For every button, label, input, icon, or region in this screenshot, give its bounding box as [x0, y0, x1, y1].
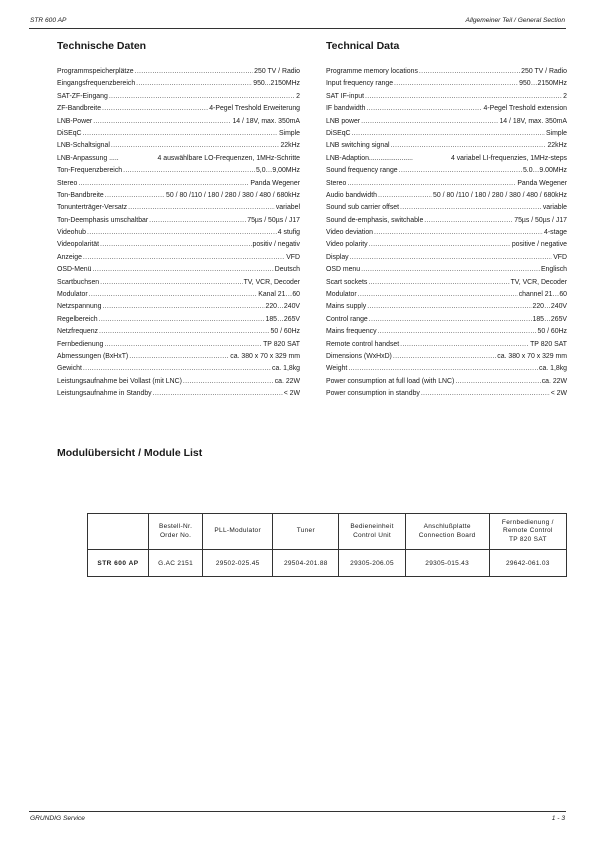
spec-row — [326, 376, 567, 388]
spec-label: Power consumption at full load (with LNC) — [326, 377, 455, 385]
spec-value: TV, VCR, Decoder — [243, 278, 300, 286]
spec-row — [57, 351, 300, 363]
spec-label: Stereo — [326, 179, 347, 187]
spec-label: Video deviation — [326, 229, 373, 237]
spec-row — [326, 264, 567, 276]
page-footer — [29, 811, 566, 824]
dot-leader — [374, 227, 543, 239]
module-column-header — [203, 514, 273, 550]
dot-leader — [78, 178, 249, 190]
spec-label: ZF-Bandbreite — [57, 105, 102, 113]
spec-value: 4-Pegel Treshold extension — [483, 105, 567, 113]
spec-label: Gewicht — [57, 365, 82, 373]
spec-row — [57, 239, 300, 251]
spec-label: OSD menu — [326, 266, 361, 274]
spec-row — [326, 363, 567, 375]
spec-label: LNB-Schaltsignal — [57, 142, 110, 150]
spec-label: Videohub — [57, 229, 86, 237]
spec-row — [326, 66, 567, 78]
module-table-corner-cell — [88, 514, 149, 550]
spec-row — [57, 78, 300, 90]
spec-label: Leistungsaufnahme in Standby — [57, 390, 152, 398]
spec-row — [326, 301, 567, 313]
dot-leader — [369, 314, 532, 326]
spec-row — [57, 326, 300, 338]
spec-value: TV, VCR, Decoder — [510, 278, 567, 286]
dot-leader — [83, 363, 271, 375]
spec-row — [57, 227, 300, 239]
module-column-header — [489, 514, 566, 550]
spec-label: Ton-Frequenzbereich — [57, 167, 123, 175]
spec-value: VFD — [286, 253, 300, 261]
spec-row — [326, 339, 567, 351]
spec-label: Power consumption in standby — [326, 390, 420, 398]
spec-label: Eingangsfrequenzbereich — [57, 80, 136, 88]
dot-leader — [102, 103, 208, 115]
spec-row — [57, 153, 300, 165]
spec-label: Regelbereich — [57, 315, 98, 323]
spec-row — [326, 190, 567, 202]
dot-leader — [99, 326, 270, 338]
spec-value: 14 / 18V, max. 350mA — [232, 117, 300, 125]
german-spec-list — [57, 66, 300, 401]
dot-leader — [394, 78, 518, 90]
spec-row — [57, 66, 300, 78]
spec-value: ca. 22W — [541, 377, 567, 385]
spec-label: LNB-Adaption....................... — [326, 154, 413, 162]
dot-leader — [183, 376, 274, 388]
spec-row — [57, 178, 300, 190]
dot-leader — [136, 78, 252, 90]
dot-leader — [399, 165, 522, 177]
spec-value: TP 820 SAT — [263, 340, 300, 348]
spec-row — [326, 91, 567, 103]
spec-label: Anzeige — [57, 253, 82, 261]
module-part-number-cell: 29502-025.45 — [203, 550, 273, 577]
spec-label: Stereo — [57, 179, 78, 187]
dot-leader — [378, 326, 537, 338]
module-column-header — [405, 514, 489, 550]
spec-row — [326, 351, 567, 363]
spec-value: Deutsch — [274, 266, 300, 274]
spec-value: 75µs / 50µs / J17 — [514, 216, 567, 224]
spec-row — [326, 140, 567, 152]
spec-row — [57, 388, 300, 400]
spec-value: 2 — [563, 92, 567, 100]
german-specs-column — [57, 40, 300, 401]
spec-row — [326, 314, 567, 326]
dot-leader — [87, 227, 277, 239]
dot-leader — [361, 264, 540, 276]
header-section: Allgemeiner Teil / General Section — [465, 17, 565, 24]
dot-leader — [347, 178, 516, 190]
spec-value: 250 TV / Radio — [254, 68, 300, 75]
dot-leader — [366, 103, 482, 115]
spec-label: Remote control handset — [326, 340, 400, 348]
english-specs-column — [326, 40, 567, 401]
dot-leader — [348, 363, 538, 375]
spec-row — [326, 388, 567, 400]
module-part-number-cell: 29504-201.88 — [273, 550, 339, 577]
module-list-table — [87, 513, 567, 577]
header-model: STR 600 AP — [30, 17, 67, 24]
spec-label: Sound sub carrier offset — [326, 204, 400, 212]
spec-label: Audio bandwidth — [326, 191, 377, 199]
dot-leader — [100, 239, 251, 251]
spec-row — [326, 326, 567, 338]
dot-leader — [424, 215, 513, 227]
dot-leader — [93, 116, 231, 128]
spec-value: 5,0…9,00MHz — [255, 167, 300, 175]
spec-value: 14 / 18V, max. 350mA — [499, 117, 567, 125]
spec-value: 5.0…9.00MHz — [522, 167, 567, 175]
spec-row — [326, 252, 567, 264]
spec-row — [57, 264, 300, 276]
spec-label: Sound frequency range — [326, 167, 398, 175]
spec-row — [57, 91, 300, 103]
spec-value: Simple — [545, 129, 567, 137]
spec-label: Ton-Deemphasis umschaltbar — [57, 216, 149, 224]
spec-row — [326, 289, 567, 301]
dot-leader — [99, 314, 265, 326]
spec-row — [57, 202, 300, 214]
module-column-header — [149, 514, 203, 550]
spec-row — [326, 165, 567, 177]
spec-label: LNB-Anpassung ..... — [57, 154, 119, 162]
dot-leader — [455, 376, 540, 388]
spec-label: Sound de-emphasis, switchable — [326, 216, 424, 224]
module-part-number-cell: 29305-206.05 — [339, 550, 405, 577]
spec-value: ca. 1,8kg — [539, 365, 567, 373]
module-list-title: Modulübersicht / Module List — [57, 447, 203, 459]
module-header-line: PLL-Modulator — [214, 527, 261, 535]
spec-value: variable — [542, 204, 567, 212]
dot-leader — [135, 66, 254, 78]
spec-label: IF bandwidth — [326, 105, 366, 113]
module-header-line: Connection Board — [418, 531, 476, 539]
dot-leader — [421, 388, 550, 400]
spec-row — [326, 215, 567, 227]
dot-leader — [352, 128, 545, 140]
spec-row — [57, 277, 300, 289]
dot-leader — [109, 91, 295, 103]
module-header-line: Control Unit — [353, 531, 391, 539]
module-header-line: Bedieneinheit — [350, 523, 394, 530]
dot-leader — [89, 289, 258, 301]
dot-leader — [83, 252, 285, 264]
spec-label: Programme memory locations — [326, 68, 418, 75]
spec-value: 220…240V — [532, 303, 567, 311]
dot-leader — [400, 339, 529, 351]
spec-value: channel 21…60 — [518, 291, 567, 299]
dot-leader — [368, 277, 509, 289]
spec-label: Videopolarität — [57, 241, 100, 249]
spec-value: 185…265V — [265, 315, 300, 323]
dot-leader — [378, 190, 432, 202]
spec-value: VFD — [553, 253, 567, 261]
spec-row — [326, 239, 567, 251]
spec-label: Abmessungen (BxHxT) — [57, 352, 129, 360]
spec-label: SAT-ZF-Eingang — [57, 92, 108, 100]
spec-label: Leistungsaufnahme bei Vollast (mit LNC) — [57, 377, 182, 385]
module-part-number-cell: 29642-061.03 — [489, 550, 566, 577]
dot-leader — [83, 128, 278, 140]
module-header-line: Fernbedienung / — [501, 518, 554, 526]
dot-leader — [361, 116, 498, 128]
module-table-row — [88, 550, 567, 577]
spec-value: 22kHz — [280, 142, 300, 150]
module-column-header — [339, 514, 405, 550]
spec-value: Englisch — [540, 266, 567, 274]
spec-value: ca. 380 x 70 x 329 mm — [497, 352, 567, 360]
spec-value: < 2W — [283, 390, 300, 398]
module-header-line: Anschlußplatte — [423, 523, 471, 530]
spec-row — [57, 289, 300, 301]
spec-label: Dimensions (WxHxD) — [326, 352, 392, 360]
footer-brand: GRUNDIG Service — [30, 815, 85, 822]
spec-value: Panda Wegener — [250, 179, 300, 187]
spec-row — [326, 116, 567, 128]
dot-leader — [350, 252, 553, 264]
spec-row — [326, 202, 567, 214]
dot-leader — [393, 351, 496, 363]
spec-row — [326, 277, 567, 289]
spec-value: ca. 22W — [274, 377, 300, 385]
module-header-line: Order No. — [159, 531, 192, 539]
spec-row — [57, 116, 300, 128]
spec-value: 950...2150MHz — [253, 80, 300, 88]
spec-row — [326, 128, 567, 140]
module-model-cell: STR 600 AP — [88, 550, 149, 577]
spec-label: Netzspannung — [57, 303, 102, 311]
spec-label: Video polarity — [326, 241, 368, 249]
spec-value: Kanal 21…60 — [258, 291, 300, 299]
english-specs-title: Technical Data — [326, 40, 400, 52]
dot-leader — [129, 351, 229, 363]
spec-value: 4 stufig — [277, 229, 300, 237]
module-table-header-row — [88, 514, 567, 550]
spec-label: DiSEqC — [326, 129, 351, 137]
spec-label: Mains supply — [326, 303, 367, 311]
spec-row — [57, 140, 300, 152]
german-specs-title: Technische Daten — [57, 40, 147, 52]
dot-leader — [111, 140, 280, 152]
dot-leader — [92, 264, 273, 276]
spec-label: Programmspeicherplätze — [57, 68, 134, 75]
spec-row — [57, 314, 300, 326]
spec-label: Mains frequency — [326, 328, 377, 336]
module-header-line: TP 820 SAT — [508, 535, 547, 543]
dot-leader — [153, 388, 283, 400]
dot-leader — [104, 339, 262, 351]
dot-leader — [100, 277, 242, 289]
spec-label: Weight — [326, 365, 348, 373]
dot-leader — [367, 301, 531, 313]
spec-value: Simple — [278, 129, 300, 137]
spec-value: 22kHz — [547, 142, 567, 150]
dot-leader — [105, 190, 165, 202]
dot-leader — [391, 140, 547, 152]
spec-row — [57, 215, 300, 227]
spec-value: ca. 1,8kg — [272, 365, 300, 373]
spec-label: Ton-Bandbreite — [57, 191, 104, 199]
spec-value: 220…240V — [265, 303, 300, 311]
spec-value: 4-stage — [544, 229, 567, 237]
spec-value: variabel — [275, 204, 300, 212]
dot-leader — [358, 289, 518, 301]
spec-value: ca. 380 x 70 x 329 mm — [230, 352, 300, 360]
spec-label: LNB switching signal — [326, 142, 390, 150]
spec-value: 75µs / 50µs / J17 — [247, 216, 300, 224]
dot-leader — [102, 301, 264, 313]
spec-row — [57, 190, 300, 202]
page-header — [29, 15, 566, 29]
spec-row — [326, 103, 567, 115]
spec-value: 2 — [296, 92, 300, 100]
spec-value: 4-Pegel Treshold Erweiterung — [209, 105, 300, 113]
spec-label: LNB-Power — [57, 117, 93, 125]
spec-row — [57, 252, 300, 264]
spec-row — [326, 227, 567, 239]
spec-label: Netzfrequenz — [57, 328, 98, 336]
dot-leader — [419, 66, 520, 78]
spec-label: Tonunterträger-Versatz — [57, 204, 128, 212]
spec-label: Modulator — [326, 291, 357, 299]
spec-label: LNB power — [326, 117, 361, 125]
spec-value: 50 / 60Hz — [270, 328, 300, 336]
spec-label: SAT IF-input — [326, 92, 365, 100]
dot-leader — [123, 165, 255, 177]
spec-label: Scart sockets — [326, 278, 368, 286]
module-column-header — [273, 514, 339, 550]
spec-row — [326, 153, 567, 165]
dot-leader — [365, 91, 562, 103]
spec-label: Input frequency range — [326, 80, 394, 88]
spec-label: OSD-Menü — [57, 266, 92, 274]
spec-value: 950…2150MHz — [519, 80, 567, 88]
dot-leader — [149, 215, 246, 227]
module-header-line: Tuner — [296, 527, 315, 535]
spec-label: Modulator — [57, 291, 88, 299]
spec-row — [57, 128, 300, 140]
spec-row — [57, 376, 300, 388]
spec-value: Panda Wegener — [517, 179, 567, 187]
spec-value: 250 TV / Radio — [521, 68, 567, 75]
spec-row — [326, 178, 567, 190]
spec-row — [57, 339, 300, 351]
module-header-line: Bestell-Nr. — [158, 523, 193, 530]
spec-row — [326, 78, 567, 90]
spec-label: Scartbuchsen — [57, 278, 100, 286]
module-part-number-cell: G.AC 2151 — [149, 550, 203, 577]
dot-leader — [400, 202, 542, 214]
spec-value: 50 / 80 /110 / 180 / 280 / 380 / 480 / 680kHz — [166, 191, 300, 199]
dot-leader — [128, 202, 275, 214]
spec-value: positiv / negativ — [252, 241, 300, 249]
dot-leader — [369, 239, 511, 251]
spec-row — [57, 103, 300, 115]
spec-value: positive / negative — [511, 241, 567, 249]
spec-value: 4 variabel LI-frequenzies, 1MHz-steps — [450, 154, 567, 162]
spec-value: 50 / 60Hz — [537, 328, 567, 336]
spec-row — [57, 363, 300, 375]
spec-value: 185…265V — [532, 315, 567, 323]
spec-value: < 2W — [550, 390, 567, 398]
spec-row — [57, 301, 300, 313]
english-spec-list — [326, 66, 567, 401]
module-header-line: Remote Control — [502, 527, 553, 535]
spec-label: Fernbedienung — [57, 340, 104, 348]
spec-value: TP 820 SAT — [530, 340, 567, 348]
spec-label: Display — [326, 253, 349, 261]
spec-label: DiSEqC — [57, 129, 82, 137]
spec-value: 50 / 80 /110 / 180 / 280 / 380 / 480 / 680kHz — [433, 191, 567, 199]
spec-label: Control range — [326, 315, 368, 323]
footer-page-number: 1 - 3 — [551, 815, 565, 822]
spec-value: 4 auswählbare LO-Frequenzen, 1MHz-Schritte — [157, 154, 300, 162]
spec-row — [57, 165, 300, 177]
module-part-number-cell: 29305-015.43 — [405, 550, 489, 577]
